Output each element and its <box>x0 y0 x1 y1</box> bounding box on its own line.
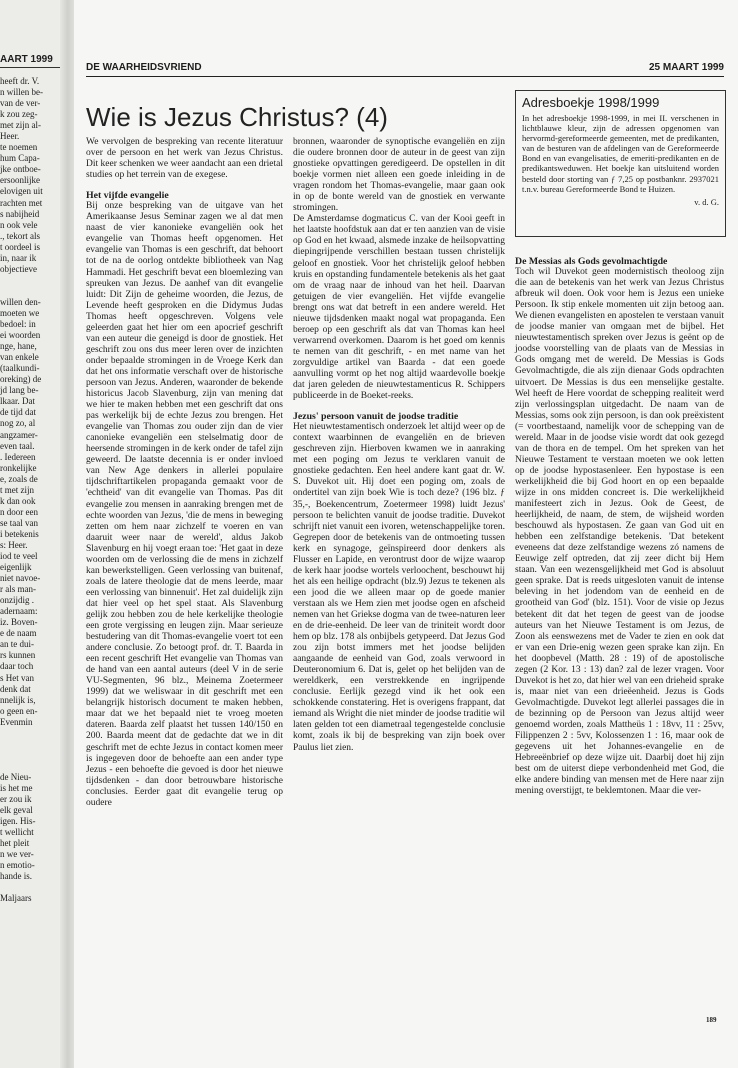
left-page-line <box>0 275 60 286</box>
left-page-line: t met zijn <box>0 484 34 495</box>
left-page-line: willen den- <box>0 296 41 307</box>
left-page-line: e, zoals de <box>0 473 38 484</box>
section-heading: De Messias als Gods gevolmachtigde <box>515 256 668 267</box>
left-page-line: oreking) de <box>0 374 42 385</box>
left-page-line: van de ver- <box>0 98 41 109</box>
section-heading: Het vijfde evangelie <box>86 190 169 202</box>
left-page-line: de Nieu- <box>0 771 32 782</box>
left-page-line: t oordeel is <box>0 241 40 252</box>
left-page-line: elovigen uit <box>0 186 43 197</box>
article-paragraph: Toch wil Duvekot geen modernistisch theoloog zijn die aan de betekenis van het werk van Jezus Christus afbreuk wil doen. Ook voor hem is Jezus een unieke Persoon. Ik stip enkele momenten uit zijn betoog aan. We dienen evangelisten en apostelen te verstaan vanuit de joodse manier van omgaan met de bijbel. Het nieuwtestamentisch spreken over Jezus is geënt op de joodse voorstelling van de plaats van de Messias in Gods omgang met de wereld. De Messias is Gods Gevolmachtigde, die als zijn dienaar Gods opdrachten uitvoert. De Messias is dus een menselijke gestalte. Wel heeft de Here voordat de schepping realiteit werd zijn verlossingsplan uitgedacht. De naam van de Messias, soms ook zijn persoon, is dan ook preëxistent (= voortbestaand, namelijk voor de schepping van de wereld. Maar in de joodse visie wordt dat ook gezegd van de thora en de tempel. Om het spreken van het Nieuwe Testament te verstaan moeten we ook letten op de joodse hypostasenleer. Een hypostase is een werkelijkheid die bij God hoort en op een bepaalde wijze in ons midden concreet is. Die werkelijkheid manifesteert zich in Jezus. Ook de Geest, de heerlijkheid, de naam, de stem, de wijsheid worden beschouwd als hypostasen. Ze gaan van God uit en hebben een zelfstandige betekenis. 'Dat betekent eveneens dat deze zelfstandige wezens zó namens de Eeuwige zelf optreden, dat zij zeer dicht bij Hem staan. Van een wezensgelijkheid met God is absoluut geen sprake. Dat is reeds uitgesloten vanuit de intense beleving in het jodendom van de eenheid en de grootheid van God' (blz. 151). Voor de visie op Jezus betekent dit dat het tegen de geest van de joodse auteurs van het Nieuwe Testament is om Jezus, de Zoon als eenswezens met de Vader te zien en ook dat er van een Drie-enig wezen geen sprake kan zijn. En het doopbevel (Matth. 28 : 19) of de apostolische zegen (2 Kor. 13 : 13) dan? zal de lezer vragen. Voor Duvekot is het zo, dat hier wel van een drieheid sprake is, maar niet van een drieëenheid. Jezus is Gods Gevolmachtigde. Duvekot legt allerlei passages die in de bezinning op de Persoon van Jezus altijd weer genoemd worden, zoals Mattheüs 1 : 18vv, 11 : 25vv, Filippenzen 2 : 5vv, Kolossenzen 1 : 16, maar ook de gegevens uit het Johannes-evangelie en de Hebreeënbrief op deze wijze uit. Daarbij doet hij zijn best om de uiterst diepe verbondenheid met God, die elke andere binding van mensen met de Here naar zijn mening overstijgt, te beklemtonen. Maar die ver- <box>515 267 724 797</box>
page-number: 189 <box>706 1016 717 1024</box>
sidebar-text: In het adresboekje 1998-1999, in mei II. verschenen in lichtblauwe kleur, zijn de adressen opgenomen van hervormd-gereformeerde gemeenten, met de predikanten, van de besturen van de afdelingen van de Gereformeerde Bond en van evangelisaties, de emeriti-predikanten en de predikantsweduwen. Het boekje kan uitsluitend worden besteld door storting van ƒ 7,25 op postbanknr. 2937021 t.n.v. bureau Gereformeerde Bond te Huizen. <box>522 113 719 194</box>
left-page-line <box>0 739 60 750</box>
left-page-line: er zou ik <box>0 794 32 805</box>
left-page-line: Evenmin <box>0 716 33 727</box>
left-page-line: n ook vele <box>0 219 38 230</box>
paragraph-gap <box>293 402 505 411</box>
left-page-line: s nabijheid <box>0 208 40 219</box>
left-page-line: s: Heer. <box>0 539 28 550</box>
running-header <box>86 62 724 77</box>
paragraph-gap <box>86 181 283 190</box>
left-page-line: het pleit <box>0 838 30 849</box>
left-page-line: ronkelijke <box>0 462 37 473</box>
left-page-line: niet navoe- <box>0 573 41 584</box>
left-page-line: nog zo, al <box>0 418 36 429</box>
left-page-line: bedoel: in <box>0 319 36 330</box>
left-page-line: n emotio- <box>0 860 35 871</box>
left-page-line: t wellicht <box>0 827 34 838</box>
left-page-line: n willen be- <box>0 87 43 98</box>
left-page-line: n door een <box>0 506 38 517</box>
left-page-line: daar toch <box>0 661 34 672</box>
left-page-line: ersoonlijke <box>0 175 40 186</box>
left-page-line: hum Capa- <box>0 153 40 164</box>
left-page-line: Maljaars <box>0 893 32 904</box>
left-page-line: o geen en- <box>0 705 38 716</box>
left-page-line: iod te veel <box>0 551 38 562</box>
sidebar-title: Adresboekje 1998/1999 <box>522 95 660 110</box>
left-page-line: s Het van <box>0 672 34 683</box>
left-page-line: elk geval <box>0 805 33 816</box>
left-page-line: is het me <box>0 783 33 793</box>
left-page-line: rs kunnen <box>0 650 36 661</box>
left-page-line <box>0 750 60 761</box>
left-page-line: ei woorden <box>0 330 41 341</box>
left-page-line: (taalkundi- <box>0 363 40 374</box>
left-page-line: iz. Boven- <box>0 617 38 628</box>
left-page-line: k zou zeg- <box>0 109 38 120</box>
article-paragraph: bronnen, waaronder de synoptische evangeliën en zijn die oudere bronnen door de auteur in de geest van zijn gnostieke opvattingen geredigeerd. De opstellen in dit boekje vormen niet alleen een goede inleiding in de vragen rondom het Thomas-evangelie, maar gaan ook in op de bonte wereld van de gnostiek en verwante stromingen. <box>293 137 505 214</box>
left-page-line: heeft dr. V. <box>0 76 40 86</box>
left-page-line: . Iedereen <box>0 451 36 462</box>
left-page-line: n we ver- <box>0 849 34 860</box>
issue-date: 25 MAART 1999 <box>648 62 724 73</box>
section-heading: Jezus' persoon vanuit de joodse traditie <box>293 411 459 423</box>
left-page-line: objectieve <box>0 263 37 274</box>
left-page-line: k dan ook <box>0 495 36 506</box>
magazine-page <box>74 0 738 1068</box>
left-page-line: r als man- <box>0 584 36 595</box>
left-page-line <box>0 882 60 893</box>
book-gutter <box>60 0 74 1068</box>
left-page-line: an te dui- <box>0 639 34 650</box>
left-page-line: Heer. <box>0 131 20 142</box>
article-title: Wie is Jezus Christus? (4) <box>86 102 388 132</box>
left-page-line: igen. His- <box>0 816 36 827</box>
left-page-line: i betekenis <box>0 528 39 539</box>
sidebar-box <box>515 90 726 237</box>
left-page-line: nge, hane, <box>0 341 37 352</box>
left-page-line: de tijd dat <box>0 407 36 418</box>
left-page-line: jd lang be- <box>0 385 39 396</box>
article-column-2 <box>293 137 505 754</box>
left-page-line: moeten we <box>0 307 40 318</box>
left-page-line <box>0 286 60 297</box>
left-page-fragment <box>0 0 60 1068</box>
left-page-line: angzamer- <box>0 429 38 440</box>
left-page-line: ., tekort als <box>0 230 40 241</box>
left-page-text <box>0 76 60 905</box>
left-page-line: lkaar. Dat <box>0 396 35 407</box>
left-page-line: in, naar ik <box>0 252 37 263</box>
left-page-line: e de naam <box>0 628 37 639</box>
article-column-1 <box>86 137 283 809</box>
article-column-3 <box>515 256 724 797</box>
left-page-line: jke ontboe- <box>0 164 41 175</box>
left-page-line: se taal van <box>0 517 38 528</box>
article-paragraph: Het nieuwtestamentisch onderzoek let altijd weer op de context waarbinnen de evangeliën en de brieven geschreven zijn. Hierboven kwamen we in aanraking met een poging om Jezus te verklaren vanuit de gnostieke gedachten. Een heel andere kant gaat dr. W. S. Duvekot uit. Hij doet een poging om, zoals de ondertitel van zijn boek Wie is toch deze? (196 blz. ƒ 35,-, Boekencentrum, Zoetermeer 1998) luidt Jezus' persoon te belichten vanuit de joodse traditie. Duvekot schrijft niet vanuit een ivoren, wetenschappelijke toren. Gegrepen door de betekenis van de ontmoeting tussen kerk en synagoge, geïnspireerd door denkers als Flusser en Lapide, en verontrust door de wijze waarop de kerk haar joodse wortels verloochent, beschouwt hij het als een heilige opdracht (blz.9) Jezus te tekenen als een jood die we alleen maar op de goede manier verstaan als we Hem zien met joodse ogen en afscheid nemen van het Griekse dogma van de twee-naturen leer en de drie-eenheid. De leer van de triniteit wordt door hem op blz. 178 als onbijbels getypeerd. Dat Jezus God zou zijn botst immers met het joodse belijden aangaande de eenheid van God, zoals verwoord in Deuteronomium 6. Dat is, gelet op het belijden van de wereldkerk, een verstrekkende en ingrijpende conclusie. Eerlijk gezegd vind ik het ook een schokkende constatering. Het is overigens frappant, dat iemand als Wright die niet minder de joodse traditie wil laten gelden tot een diametraal tegengestelde conclusie komt, zoals ik bij de bespreking van zijn boek over Paulus liet zien. <box>293 422 505 753</box>
article-paragraph: Bij onze bespreking van de uitgave van het Amerikaanse Jesus Seminar zagen we al dat men naast de vier kanonieke evangeliën ook het evangelie van Thomas heeft opgenomen. Het evangelie van Thomas is een geschrift, dat behoort tot de na de oorlog ontdekte bibliotheek van Nag Hammadi. Het geschrift bevat een bloemlezing van spreuken van Jezus. De aanhef van dit evangelie luidt: Dit Zijn de geheime woorden, die Jezus, de Levende heeft gesproken en die Didymus Judas Thomas heeft opgeschreven. Volgens vele geleerden gaat het hier om een apocrief geschrift van een auteur die geneigd is door de gnostiek. Het geschrift zou ons dus meer leren over de inzichten onder bepaalde stromingen in de Vroege Kerk dan dat het ons informatie verschaft over de historische persoon van Jezus. Anderen, waaronder de bekende historicus Jacob Slavenburg, zijn van mening dat we hier te maken hebben met een geschrift dat ons pas werkelijk bij de echte Jezus zou brengen. Het evangelie van Thomas zou ouder zijn dan de vier canonieke evangeliën een stelselmatig door de heersende stromingen in de kerk onder de tafel zijn geweerd. De laatste decennia is er onder invloed van New Age denkers in allerlei populaire tijdschriftartikelen propaganda gemaakt voor de 'echtheid' van dit evangelie van Thomas. Pas dit evangelie zou mensen in aanraking brengen met de echte woorden van Jezus, 'die de mens in beweging zetten om hem naar zichzelf te voeren en van daaruit weer naar de wereld', aldus Jakob Slavenburg en hij voegt eraan toe: 'Het gaat in deze woorden om de verlossing die de mens in zichzelf kan bewerkstelligen. Geen verlossing van buitenaf, zoals de latere theologie dat de mens leerde, maar een verlossing van binnenuit'. Het zal duidelijk zijn dat hier veel op het spel staat. Als Slavenburg gelijk zou hebben zou de hele kerkelijke theologie een grote vergissing en leugen zijn. Maar serieuze bestudering van dit Thomas-evangelie voert tot een andere conclusie. Zo betoogt prof. dr. T. Baarda in een recent geschrift Het evangelie van Thomas van de hand van een aantal auteurs (deel V in de serie VU-Segmenten, 96 blz., Meinema Zoetermeer 1999) dat we weliswaar in dit geschrift met een belangrijk historisch document te maken hebben, maar dat we het bepaald niet te vroeg moeten dateren. Baarda zelf plaatst het tussen 140/150 en 200. Baarda meent dat de gedachte dat we in dit geschrift met de echte Jezus in contact komen meer is ingegeven door de behoefte aan een ander type Jezus - een behoefte die gevoed is door het nieuwe tijdsdenken - dan door betrouwbare historische conclusies. Eerder gaat dit evangelie terug op oudere <box>86 201 283 808</box>
left-page-line: rachten met <box>0 197 43 208</box>
left-page-line: denk dat <box>0 683 31 694</box>
sidebar-signature: v. d. G. <box>694 196 719 207</box>
left-page-line <box>0 728 60 739</box>
left-page-line: hande is. <box>0 871 32 882</box>
publication-name: DE WAARHEIDSVRIEND <box>86 62 202 73</box>
left-page-header: AART 1999 <box>0 54 60 68</box>
article-paragraph: De Amsterdamse dogmaticus C. van der Kooi geeft in het laatste hoofdstuk aan dat er ten aanzien van de visie op God en het kwaad, alsmede inzake de heilsopvatting diepingrijpende verschillen bestaan tussen christelijk geloof en gnostiek. Voor het christelijk geloof hebben kruis en opstanding fundamentele betekenis als het gaat om de vraag naar de inhoud van het heil. Daarvan getuigen de vier evangeliën. Het vijfde evangelie brengt ons wat dat betreft in een andere wereld. Het nieuwe tijdsdenken maakt nogal wat propaganda. Een beroep op een geschrift als dat van Thomas kan heel verwarrend overkomen. Daarom is het goed om kennis te nemen van dit geschrift, - en met name van het zorgvuldige artikel van Baarda - dat een goede aanvulling vormt op het nog altijd waardevolle boekje dat jaren geleden de nieuwtestamenticus R. Schippers publiceerde in de Boeket-reeks. <box>293 214 505 402</box>
article-paragraph: We vervolgen de bespreking van recente literatuur over de persoon en het werk van Jezus Christus. Dit keer schenken we weer aandacht aan een drietal studies op het terrein van de exegese. <box>86 137 283 181</box>
left-page-line: te noemen <box>0 142 38 153</box>
left-page-line: adernaam: <box>0 606 38 617</box>
left-page-line: met zijn al- <box>0 120 41 131</box>
left-page-line <box>0 761 60 772</box>
left-page-line: van enkele <box>0 352 39 363</box>
left-page-line: even taal. <box>0 440 35 451</box>
left-page-line: nnelijk is, <box>0 694 36 705</box>
left-page-line: onzijdig . <box>0 595 34 606</box>
left-page-line: eigenlijk <box>0 562 32 573</box>
